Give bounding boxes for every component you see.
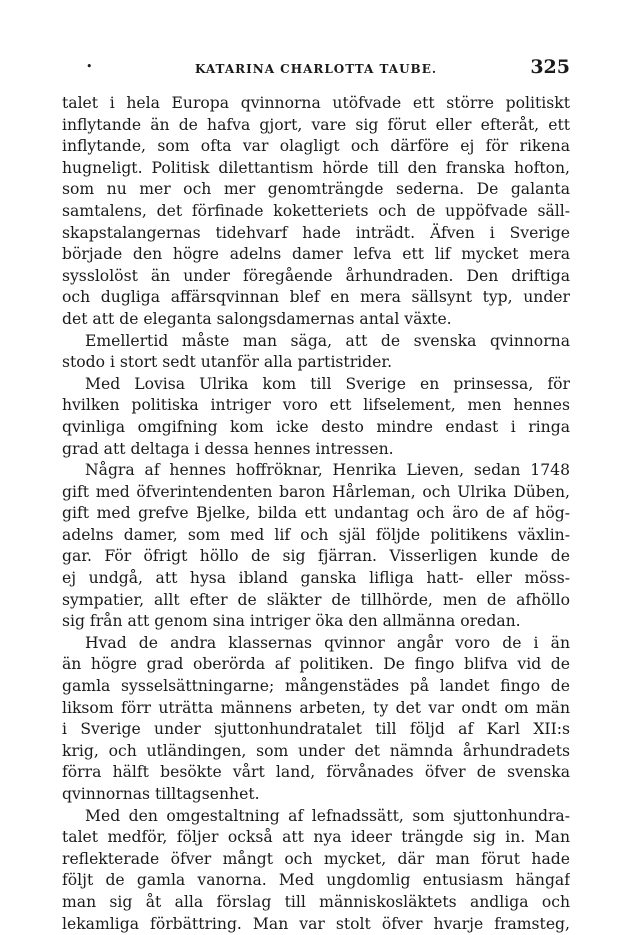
text-line: gamla sysselsättningarne; mångenstädes på landet fingo de [62, 677, 570, 696]
text-line: krig, och utländingen, som under det nämnda århundradets [62, 741, 570, 760]
text-line: än högre grad oberörda af politiken. De fingo blifva vid de [62, 655, 570, 674]
text-line: sig från att genom sina intriger öka den allmänna oredan. [62, 612, 521, 631]
text-line: Hvad de andra klassernas qvinnor angår voro de i än [85, 633, 570, 652]
text-line: Några af hennes hoffröknar, Henrika Lieven, sedan 1748 [85, 461, 570, 480]
text-line: Med den omgestaltning af lefnadssätt, som sjuttonhundra- [85, 806, 570, 825]
text-line: gift med öfverintendenten baron Hårleman, och Ulrika Düben, [62, 482, 570, 501]
text-line: som nu mer och mer genomträngde sederna. De galanta [62, 180, 570, 199]
text-line: qvinnornas tilltagsenhet. [62, 785, 260, 803]
text-line: förra hälft besökte vårt land, förvånades öfver de svenska [62, 763, 570, 782]
text-line: skapstalangernas tidehvarf hade inträdt. Äfven i Sverige [62, 223, 570, 242]
text-line: gift med grefve Bjelke, bilda ett undantag och äro de af hög- [62, 504, 570, 523]
text-line: började den högre adelns damer lefva ett lif mycket mera [62, 245, 570, 264]
running-title: KATARINA CHARLOTTA TAUBE. [194, 62, 438, 76]
text-line: i Sverige under sjuttonhundratalet till följd af Karl XII:s [62, 720, 570, 739]
text-line: man sig åt alla förslag till människosläktets andliga och [62, 892, 570, 911]
header-dot-mark: • [86, 60, 93, 73]
text-line: hugneligt. Politisk dilettantism hörde till den franska hofton, [62, 158, 570, 177]
text-line: följt de gamla vanorna. Med ungdomlig entusiasm hängaf [62, 871, 570, 890]
text-line: stodo i stort sedt utanför alla partistrider. [62, 353, 393, 372]
text-line: qvinliga omgifning kom icke desto mindre endast i ringa [62, 417, 570, 436]
text-line: Med Lovisa Ulrika kom till Sverige en prinsessa, för [85, 374, 570, 393]
page-number: 325 [530, 56, 570, 78]
text-line: samtalens, det förfinade koketteriets och de uppöfvade säll- [62, 201, 570, 220]
text-line: lekamliga förbättring. Man var stolt öfver hvarje framsteg, [62, 914, 570, 933]
text-line: grad att deltaga i dessa hennes intressen. [62, 439, 394, 458]
text-line: talet i hela Europa qvinnorna utöfvade ett större politiskt [62, 94, 570, 112]
text-line: sysslolöst än under föregående århundraden. Den driftiga [62, 266, 570, 285]
text-line: talet medför, följer också att nya ideer trängde sig in. Man [62, 828, 570, 847]
text-line: liksom förr uträtta männens arbeten, ty det var ondt om män [62, 698, 570, 717]
text-line: Emellertid måste man säga, att de svenska qvinnorna [85, 331, 570, 350]
text-line: reflekterade öfver mångt och mycket, där man förut hade [62, 849, 570, 868]
text-line: hvilken politiska intriger voro ett lifselement, men hennes [62, 396, 570, 415]
text-line: inflytande än de hafva gjort, vare sig förut eller efteråt, ett [62, 115, 570, 134]
text-line: inflytande, som ofta var olagligt och därföre ej för rikena [62, 137, 570, 156]
text-line: ej undgå, att hysa ibland ganska lifliga hatt- eller möss- [62, 569, 570, 588]
body-text [62, 93, 570, 935]
text-line: sympatier, allt efter de släkter de tillhörde, men de afhöllo [62, 590, 570, 609]
page-header [62, 56, 570, 84]
text-line: och dugliga affärsqvinnan blef en mera sällsynt typ, under [62, 288, 570, 307]
text-line: det att de eleganta salongsdamernas antal växte. [62, 309, 452, 328]
text-line: gar. För öfrigt höllo de sig fjärran. Visserligen kunde de [62, 547, 570, 566]
text-line: adelns damer, som med lif och själ följde politikens växlin- [62, 525, 570, 544]
